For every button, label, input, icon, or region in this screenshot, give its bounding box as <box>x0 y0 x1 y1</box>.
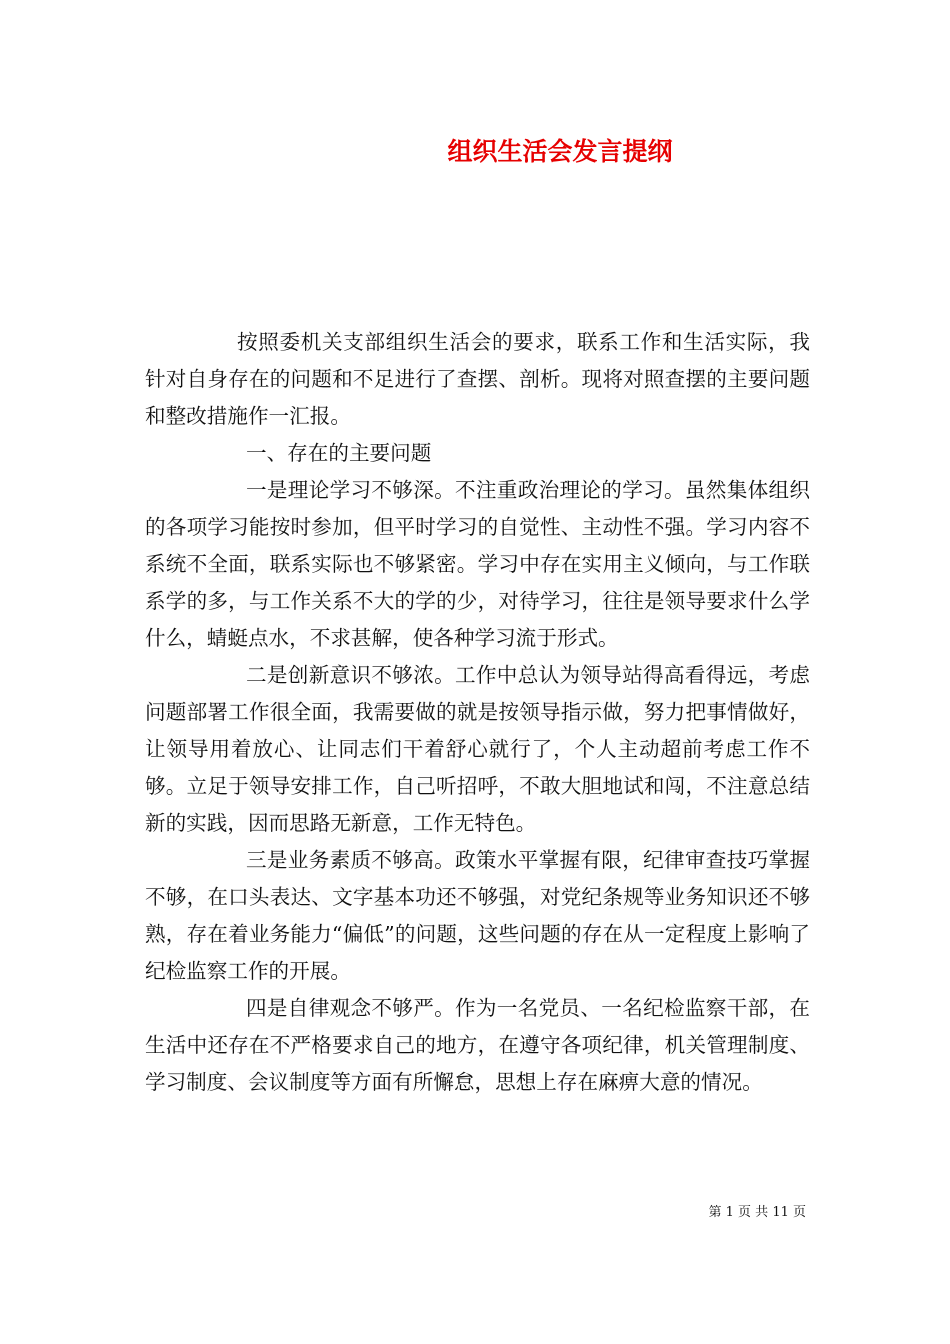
issue-paragraph-3: 三是业务素质不够高。政策水平掌握有限，纪律审查技巧掌握不够，在口头表达、文字基本功还不够强，对党纪条规等业务知识还不够熟，存在着业务能力“偏低”的问题，这些问题的存在从一定程度上影响了纪检监察工作的开展。 <box>145 848 810 983</box>
issue-paragraph-4: 四是自律观念不够严。作为一名党员、一名纪检监察干部，在生活中还存在不严格要求自己的地方，在遵守各项纪律，机关管理制度、学习制度、会议制度等方面有所懈怠，思想上存在麻痹大意的情况。 <box>145 996 810 1094</box>
issue-paragraph-2: 二是创新意识不够浓。工作中总认为领导站得高看得远，考虑问题部署工作很全面，我需要做的就是按领导指示做，努力把事情做好，让领导用着放心、让同志们干着舒心就行了，个人主动超前考虑工作不够。立足于领导安排工作，自己听招呼，不敢大胆地试和闯，不注意总结新的实践，因而思路无新意，工作无特色。 <box>145 663 810 835</box>
page-number-footer: 第 1 页 共 11 页 <box>708 1205 806 1220</box>
document-body <box>145 324 810 1101</box>
issue-paragraph-1: 一是理论学习不够深。不注重政治理论的学习。虽然集体组织的各项学习能按时参加，但平时学习的自觉性、主动性不强。学习内容不系统不全面，联系实际也不够紧密。学习中存在实用主义倾向，与工作联系学的多，与工作关系不大的学的少，对待学习，往往是领导要求什么学什么，蜻蜓点水，不求甚解，使各种学习流于形式。 <box>145 478 810 650</box>
intro-paragraph: 按照委机关支部组织生活会的要求，联系工作和生活实际，我针对自身存在的问题和不足进行了查摆、剖析。现将对照查摆的主要问题和整改措施作一汇报。 <box>145 330 810 428</box>
section-heading: 一、存在的主要问题 <box>246 441 432 465</box>
document-title: 组织生活会发言提纲 <box>447 137 673 166</box>
